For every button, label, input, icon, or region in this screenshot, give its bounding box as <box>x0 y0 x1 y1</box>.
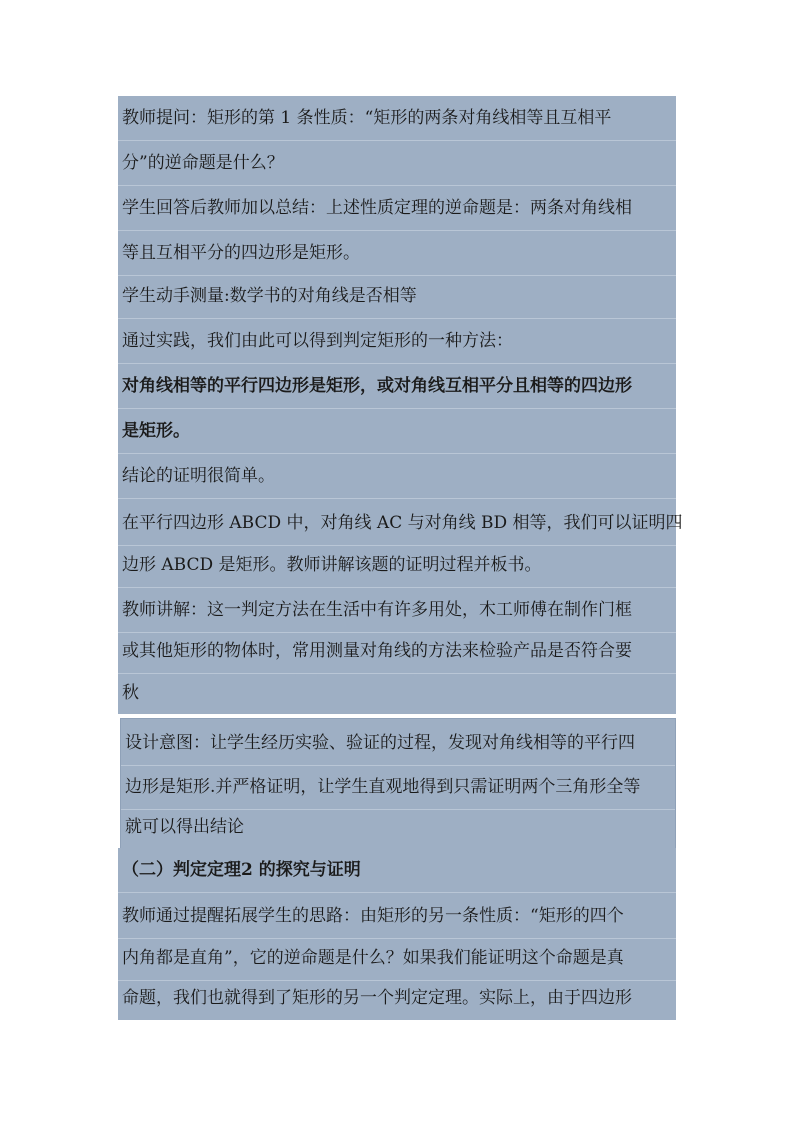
paragraph-line: 分”的逆命题是什么？ <box>118 141 676 186</box>
paragraph-line: 或其他矩形的物体时，常用测量对角线的方法来检验产品是否符合要 <box>118 629 676 674</box>
paragraph-line: 秋 <box>122 683 139 703</box>
key-conclusion-line: 对角线相等的平行四边形是矩形，或对角线互相平分且相等的四边形 <box>118 364 676 409</box>
paragraph-line: 结论的证明很简单。 <box>118 454 676 499</box>
key-conclusion-line: 是矩形。 <box>118 409 676 454</box>
paragraph-line: 在平行四边形 ABCD 中，对角线 AC 与对角线 BD 相等，我们可以证明四 <box>118 501 676 546</box>
lesson-text-block-1 <box>118 96 683 714</box>
paragraph-line: 通过实践，我们由此可以得到判定矩形的一种方法： <box>118 319 676 364</box>
section-heading: （二）判定定理2 的探究与证明 <box>118 848 676 893</box>
paragraph-line: 命题，我们也就得到了矩形的另一个判定定理。实际上，由于四边形 <box>122 988 632 1008</box>
lesson-text-block-3 <box>118 848 676 1020</box>
paragraph-line: 边形 ABCD 是矩形。教师讲解该题的证明过程并板书。 <box>118 543 676 588</box>
paragraph-line: 学生回答后教师加以总结：上述性质定理的逆命题是：两条对角线相 <box>118 186 676 231</box>
paragraph-line: 教师通过提醒拓展学生的思路：由矩形的另一条性质：“矩形的四个 <box>118 894 676 939</box>
paragraph-line: 等且互相平分的四边形是矩形。 <box>118 231 676 276</box>
paragraph-line: 教师讲解：这一判定方法在生活中有许多用处，木工师傅在制作门框 <box>118 588 676 633</box>
paragraph-line: 教师提问：矩形的第 1 条性质：“矩形的两条对角线相等且互相平 <box>118 96 676 141</box>
design-intent-block <box>120 718 676 850</box>
paragraph-line: 设计意图：让学生经历实验、验证的过程，发现对角线相等的平行四 <box>121 721 675 766</box>
paragraph-line: 边形是矩形.并严格证明，让学生直观地得到只需证明两个三角形全等 <box>121 765 675 810</box>
paragraph-line: 就可以得出结论 <box>125 817 244 837</box>
paragraph-line: 学生动手测量:数学书的对角线是否相等 <box>118 274 676 319</box>
paragraph-line: 内角都是直角”，它的逆命题是什么？如果我们能证明这个命题是真 <box>118 936 676 981</box>
